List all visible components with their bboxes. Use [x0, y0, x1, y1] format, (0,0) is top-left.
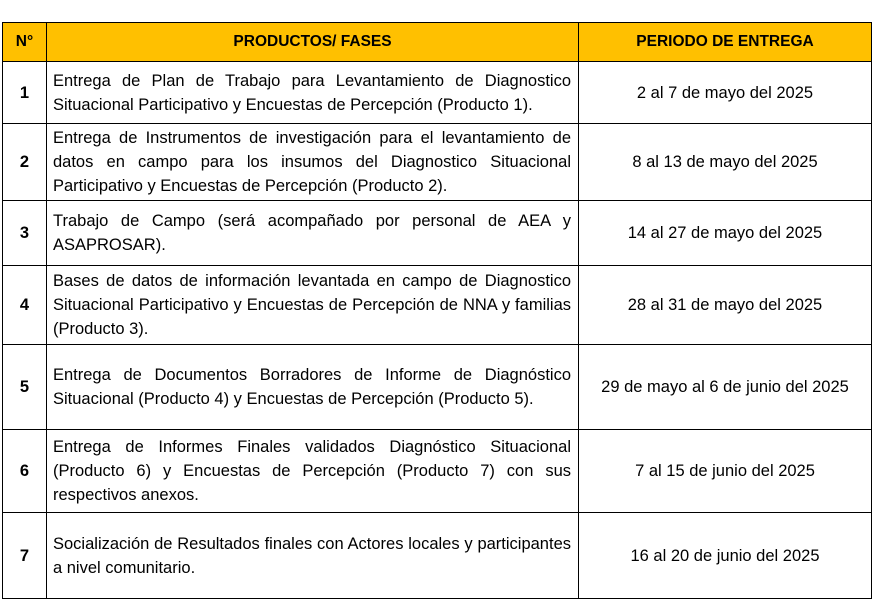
- table-row: [3, 345, 872, 430]
- header-products: PRODUCTOS/ FASES: [47, 23, 579, 62]
- row-number: 4: [3, 266, 47, 345]
- table-row: [3, 266, 872, 345]
- row-product: Entrega de Informes Finales validados Diagnóstico Situacional (Producto 6) y Encuestas de Percepción (Producto 7) con sus respectivos anexos.: [47, 430, 579, 513]
- table-row: [3, 201, 872, 266]
- row-product: Entrega de Plan de Trabajo para Levantamiento de Diagnostico Situacional Participativo y Encuestas de Percepción (Producto 1).: [47, 62, 579, 124]
- row-number: 3: [3, 201, 47, 266]
- row-period: 8 al 13 de mayo del 2025: [579, 124, 872, 201]
- row-period: 2 al 7 de mayo del 2025: [579, 62, 872, 124]
- row-number: 7: [3, 513, 47, 599]
- row-product: Bases de datos de información levantada en campo de Diagnostico Situacional Participativo y Encuestas de Percepción de NNA y familias (Producto 3).: [47, 266, 579, 345]
- row-period: 14 al 27 de mayo del 2025: [579, 201, 872, 266]
- row-period: 28 al 31 de mayo del 2025: [579, 266, 872, 345]
- row-number: 1: [3, 62, 47, 124]
- row-period: 16 al 20 de junio del 2025: [579, 513, 872, 599]
- table-row: [3, 124, 872, 201]
- row-number: 5: [3, 345, 47, 430]
- row-period: 7 al 15 de junio del 2025: [579, 430, 872, 513]
- row-product: Trabajo de Campo (será acompañado por personal de AEA y ASAPROSAR).: [47, 201, 579, 266]
- row-number: 2: [3, 124, 47, 201]
- row-product: Entrega de Documentos Borradores de Informe de Diagnóstico Situacional (Producto 4) y Encuestas de Percepción (Producto 5).: [47, 345, 579, 430]
- table-row: [3, 62, 872, 124]
- row-product: Entrega de Instrumentos de investigación para el levantamiento de datos en campo para los insumos del Diagnostico Situacional Participativo y Encuestas de Percepción (Producto 2).: [47, 124, 579, 201]
- row-product: Socialización de Resultados finales con Actores locales y participantes a nivel comunitario.: [47, 513, 579, 599]
- delivery-schedule-table: [2, 22, 872, 599]
- table-header-row: [3, 23, 872, 62]
- row-period: 29 de mayo al 6 de junio del 2025: [579, 345, 872, 430]
- header-period: PERIODO DE ENTREGA: [579, 23, 872, 62]
- header-number: N°: [3, 23, 47, 62]
- table-row: [3, 430, 872, 513]
- row-number: 6: [3, 430, 47, 513]
